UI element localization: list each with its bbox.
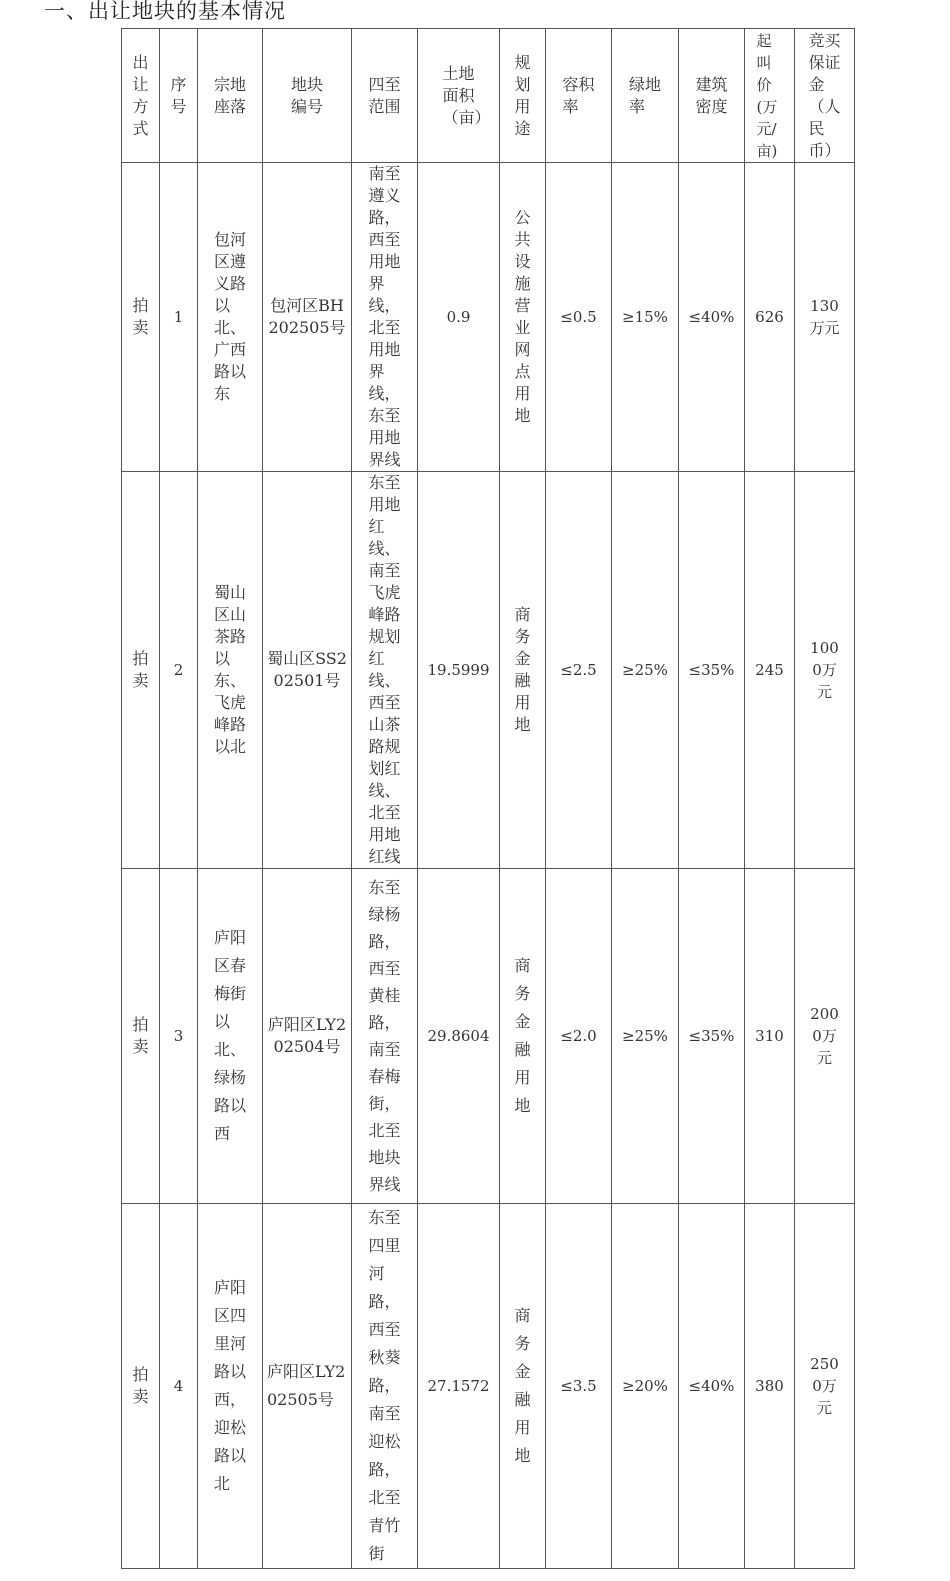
location-cell: 庐阳区四里河路以西，迎松路以北 [198, 1204, 263, 1569]
bounds-cell: 南至遵义路，西至用地界线，北至用地界线，东至用地界线 [352, 163, 418, 472]
header-cell: 四至范围 [352, 29, 418, 163]
deposit-cell: 2000万元 [795, 869, 855, 1204]
bounds-cell: 东至用地红线、南至飞虎峰路规划红线、西至山茶路规划红线、北至用地红线 [352, 472, 418, 869]
method-cell: 拍卖 [122, 1204, 160, 1569]
table-row [122, 1204, 855, 1569]
header-cell: 出让方式 [122, 29, 160, 163]
deposit-cell: 1000万元 [795, 472, 855, 869]
density-cell: ≤35% [679, 472, 745, 869]
area-cell: 29.8604 [418, 869, 500, 1204]
location-cell: 包河区遵义路以北、广西路以东 [198, 163, 263, 472]
header-cell: 竞买保证金（人民币） [795, 29, 855, 163]
green-rate-cell: ≥25% [612, 472, 679, 869]
far-cell: ≤0.5 [546, 163, 612, 472]
bounds-cell: 东至四里河路，西至秋葵路，南至迎松路，北至青竹街 [352, 1204, 418, 1569]
location-cell: 庐阳区春梅街以北、绿杨路以西 [198, 869, 263, 1204]
number-cell: 2 [160, 472, 198, 869]
method-cell: 拍卖 [122, 869, 160, 1204]
price-cell: 626 [745, 163, 795, 472]
land-use-cell: 商务金融用地 [500, 472, 546, 869]
parcel-code-cell: 庐阳区LY202505号 [263, 1204, 352, 1569]
method-cell: 拍卖 [122, 472, 160, 869]
density-cell: ≤40% [679, 1204, 745, 1569]
area-cell: 27.1572 [418, 1204, 500, 1569]
parcel-code-cell: 包河区BH202505号 [263, 163, 352, 472]
header-cell: 绿地率 [612, 29, 679, 163]
header-cell: 建筑密度 [679, 29, 745, 163]
far-cell: ≤3.5 [546, 1204, 612, 1569]
bounds-cell: 东至绿杨路，西至黄桂路，南至春梅街，北至地块界线 [352, 869, 418, 1204]
green-rate-cell: ≥15% [612, 163, 679, 472]
far-cell: ≤2.5 [546, 472, 612, 869]
far-cell: ≤2.0 [546, 869, 612, 1204]
section-title: 一、出让地块的基本情况 [44, 0, 286, 23]
table-row [122, 163, 855, 472]
land-use-cell: 公共设施营业网点用地 [500, 163, 546, 472]
price-cell: 380 [745, 1204, 795, 1569]
location-cell: 蜀山区山茶路以东、飞虎峰路以北 [198, 472, 263, 869]
density-cell: ≤40% [679, 163, 745, 472]
price-cell: 310 [745, 869, 795, 1204]
green-rate-cell: ≥20% [612, 1204, 679, 1569]
deposit-cell: 130万元 [795, 163, 855, 472]
green-rate-cell: ≥25% [612, 869, 679, 1204]
number-cell: 1 [160, 163, 198, 472]
header-cell: 宗地座落 [198, 29, 263, 163]
number-cell: 3 [160, 869, 198, 1204]
parcel-code-cell: 庐阳区LY202504号 [263, 869, 352, 1204]
header-cell: 规划用途 [500, 29, 546, 163]
header-cell: 容积率 [546, 29, 612, 163]
header-row [122, 29, 855, 163]
parcel-code-cell: 蜀山区SS202501号 [263, 472, 352, 869]
deposit-cell: 2500万元 [795, 1204, 855, 1569]
table-row [122, 472, 855, 869]
area-cell: 19.5999 [418, 472, 500, 869]
area-cell: 0.9 [418, 163, 500, 472]
header-cell: 起叫价(万元/亩) [745, 29, 795, 163]
land-parcel-table [121, 28, 855, 1569]
method-cell: 拍卖 [122, 163, 160, 472]
land-use-cell: 商务金融用地 [500, 869, 546, 1204]
price-cell: 245 [745, 472, 795, 869]
number-cell: 4 [160, 1204, 198, 1569]
density-cell: ≤35% [679, 869, 745, 1204]
table-row [122, 869, 855, 1204]
land-use-cell: 商务金融用地 [500, 1204, 546, 1569]
header-cell: 序号 [160, 29, 198, 163]
header-cell: 土地面积（亩） [418, 29, 500, 163]
header-cell: 地块编号 [263, 29, 352, 163]
